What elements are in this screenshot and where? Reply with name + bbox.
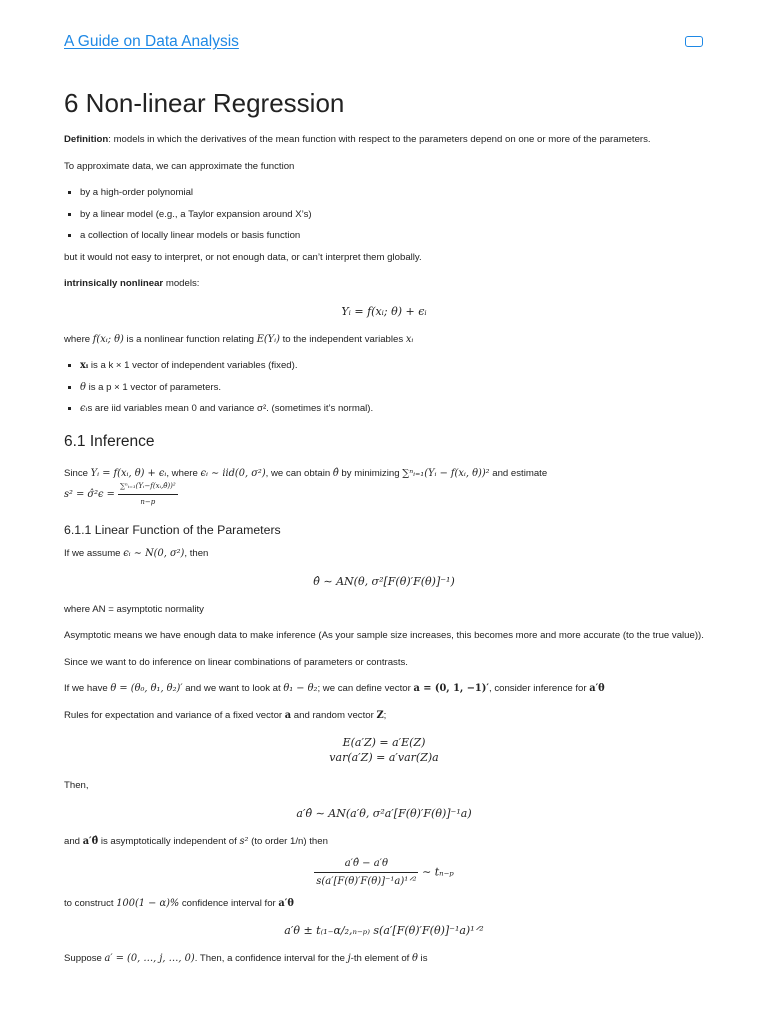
text-span: . Then, a confidence interval for the [194,953,348,964]
fraction-numerator: ∑ⁿᵢ₌₁(Yᵢ−f(xᵢ,θ̂))² [118,480,178,495]
text-span: ; [383,709,387,721]
site-title-link[interactable]: A Guide on Data Analysis [64,33,239,50]
model-equation: Yᵢ = f(xᵢ; θ) + ϵᵢ [341,304,427,318]
text-span: , consider inference for [488,683,590,694]
math-span: ∑ⁿᵢ₌₁(Yᵢ − f(xᵢ, θ))² [402,468,490,479]
text-span: is a p × 1 vector of parameters. [85,381,222,393]
an-definition: where AN = asymptotic normality [64,603,204,615]
then-paragraph: Then, [64,780,89,791]
math-span: θ [411,953,418,964]
assume-paragraph [64,547,704,560]
asymptotic-paragraph: Asymptotic means we have enough data to make inference (As your sample size increases, this becomes more and more accurate (to the true value)). [64,630,704,641]
text-span: , then [184,548,209,559]
fraction-denominator: n−p [140,498,156,506]
definition-term: Definition [64,134,109,145]
text-span: -th element of [350,953,412,964]
rule-equation-expectation: E(a′Z) = a′E(Z) [342,736,426,749]
text-span: where [64,333,93,345]
vars-list [64,359,704,415]
text-span: If we assume [64,548,124,559]
section-heading-inference: 6.1 Inference [64,433,155,450]
list-item [80,359,704,372]
list-item: ▪ by a high-order polynomial [80,186,704,199]
text-span: and we want to look at [182,683,284,694]
math-span: s² = σ̂²ϵ = [64,489,118,501]
t-statistic-equation [64,856,704,889]
subsection-heading-linear: 6.1.1 Linear Function of the Parameters [64,523,281,537]
ifhave-paragraph [64,682,704,695]
text-span: and random vector [291,709,377,721]
text-span: Rules for expectation and variance of a fixed vector [64,709,285,721]
math-span: ϵᵢ [80,403,88,414]
text-span: s are iid variables mean 0 and variance σ². (sometimes it’s normal). [87,403,374,414]
top-bar [0,0,768,80]
text-span: (to order 1/n) then [248,835,328,847]
text-span: , where [166,468,201,479]
definition-paragraph [64,133,704,146]
inference-paragraph [64,467,704,509]
main-content [64,82,704,979]
math-span: θ = (θ₀, θ₁, θ₂)′ [110,683,183,694]
text-span: Since [64,468,91,479]
since-paragraph: Since we want to do inference on linear combinations of parameters or contrasts. [64,656,408,668]
list-item [80,402,704,415]
approx-intro: To approximate data, we can approximate the function [64,160,295,172]
fraction-numerator: a′θ̂ − a′θ [314,856,418,873]
math-span: a′θ [278,897,294,909]
t-fraction [314,856,418,889]
rules-paragraph [64,709,704,722]
math-span: a [284,709,292,721]
math-span: ϵᵢ ∼ N(0, σ²) [123,548,185,559]
approx-outro: but it would not easy to interpret, or not enough data, or can’t interpret them globally. [64,251,422,263]
confidence-interval-equation: a′θ ± t₍₁₋α/₂,ₙ₋ₚ₎ s(a′[F(θ)′F(θ)]⁻¹a)¹ᐟ² [284,924,484,937]
fraction-denominator: s(a′[F(θ)′F(θ)]⁻¹a)¹ᐟ² [316,875,417,887]
suppose-paragraph [64,952,704,965]
nonlinear-text: models: [163,278,200,289]
independence-paragraph [64,835,704,848]
nonlinear-term: intrinsically nonlinear [64,278,164,289]
list-item: ▪ a collection of locally linear models or basis function [80,229,704,242]
rules-equations [64,735,704,765]
distribution-equation: a′θ̂ ∼ AN(a′θ, σ²a′[F(θ)′F(θ)]⁻¹a) [296,806,472,820]
text-span: If we have [64,683,111,694]
text-span: to construct [64,897,117,909]
chapter-title: 6 Non-linear Regression [64,88,345,118]
math-span: θ₁ − θ₂ [283,683,318,694]
sidebar-toggle-icon[interactable] [685,36,703,47]
text-span: ; we can define vector [317,683,414,694]
math-span: xᵢ [405,333,414,345]
text-span: is [417,953,428,964]
text-span: Suppose [64,953,105,964]
text-span: and estimate [489,468,548,479]
math-span: a′θ̂ [82,835,99,847]
math-span: θ̂ [332,468,339,479]
text-span: and [64,835,83,847]
math-span: 100(1 − α)% [116,897,180,909]
text-span: by minimizing [338,468,403,479]
an-equation: θ̂ ∼ AN(θ, σ²[F(θ)′F(θ)]⁻¹) [313,574,455,588]
math-span: a′θ [589,683,605,694]
text-span: to the independent variables [279,333,406,345]
nonlinear-paragraph [64,277,704,290]
t-distribution: ∼ tₙ₋ₚ [421,865,454,878]
math-span: a = (0, 1, −1)′ [413,683,489,694]
list-item [80,381,704,394]
text-span: is asymptotically independent of [98,835,240,847]
list-item: ▪ by a linear model (e.g., a Taylor expansion around X’s) [80,208,704,221]
construct-paragraph [64,897,704,910]
definition-text: : models in which the derivatives of the mean function with respect to the parameters depend on one or more of the parameters. [108,134,651,145]
approx-list [64,186,704,242]
math-span: E(Yᵢ) [256,333,280,345]
s2-fraction [118,480,178,509]
math-span: Z [376,709,384,721]
where-paragraph [64,333,704,346]
math-span: Yᵢ = f(xᵢ, θ) + ϵᵢ [90,468,167,479]
math-span: θ [80,381,86,393]
rule-equation-variance: var(a′Z) = a′var(Z)a [329,751,439,764]
math-span: j [347,953,351,964]
math-span: f(xᵢ; θ) [92,333,124,345]
math-span: s² [239,835,249,847]
text-span: , we can obtain [265,468,333,479]
math-span: ϵᵢ ∼ iid(0, σ²) [200,468,266,479]
math-span: a′ = (0, …, j, …, 0) [104,953,195,964]
text-span: is a nonlinear function relating [123,333,257,345]
math-span: xᵢ [80,360,89,371]
text-span: confidence interval for [179,897,279,909]
text-span: is a k × 1 vector of independent variables (fixed). [88,360,298,371]
